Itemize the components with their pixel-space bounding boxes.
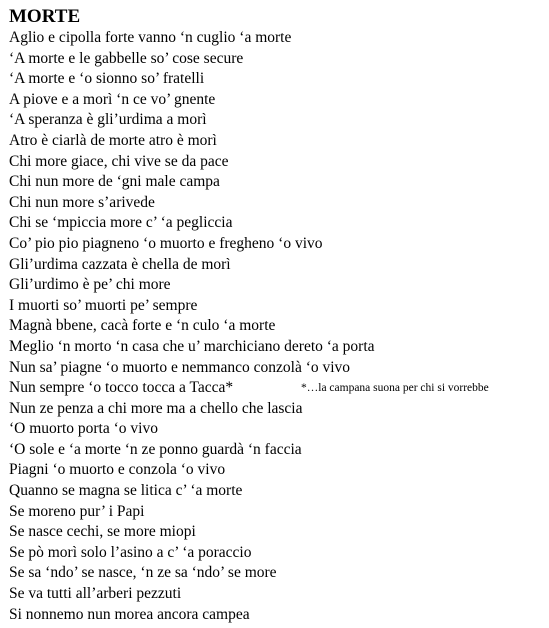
proverb-line: Aglio e cipolla forte vanno ‘n cuglio ‘a morte xyxy=(9,29,292,46)
proverb-line: ‘A speranza è gli’urdima a morì xyxy=(9,111,207,129)
proverb-line: Nun sa’ piagne ‘o muorto e nemmanco conzolà ‘o vivo xyxy=(9,358,351,376)
proverb-line: Co’ pio pio piagneno ‘o muorto e fregheno ‘o vivo xyxy=(9,234,323,252)
proverb-line: Se nasce cechi, se more miopi xyxy=(9,523,196,541)
document xyxy=(9,6,549,625)
proverb-line: ‘A morte e le gabbelle so’ cose secure xyxy=(9,49,244,67)
proverb-line: A piove e a morì ‘n ce vo’ gnente xyxy=(9,90,216,108)
proverb-text: Nun sempre ‘o tocco tocca a Tacca* xyxy=(9,379,234,397)
proverb-line: Meglio ‘n morto ‘n casa che u’ marchiciano dereto ‘a porta xyxy=(9,337,375,355)
proverb-line: Se moreno pur’ i Papi xyxy=(9,502,145,520)
proverb-line: ‘A morte e ‘o sionno so’ fratelli xyxy=(9,70,205,88)
proverb-line: ‘O sole e ‘a morte ‘n ze ponno guardà ‘n faccia xyxy=(9,440,302,458)
proverb-line: Chi nun more de ‘gni male campa xyxy=(9,173,220,191)
proverb-line: Nun ze penza a chi more ma a chello che lascia xyxy=(9,399,303,417)
proverb-line: Gli’urdima cazzata è chella de morì xyxy=(9,255,231,273)
proverb-line: Se pò morì solo l’asino a c’ ‘a poraccio xyxy=(9,543,252,561)
proverb-line: I muorti so’ muorti pe’ sempre xyxy=(9,296,198,314)
document-title: MORTE xyxy=(9,6,81,27)
proverb-line: Piagni ‘o muorto e conzola ‘o vivo xyxy=(9,461,226,479)
proverb-list xyxy=(9,28,549,625)
proverb-line-with-footnote xyxy=(9,378,549,399)
proverb-line: Atro è ciarlà de morte atro è morì xyxy=(9,131,217,149)
proverb-line: ‘O muorto porta ‘o vivo xyxy=(9,420,158,438)
proverb-line: Se va tutti all’arberi pezzuti xyxy=(9,585,182,603)
footnote: *…la campana suona per chi si vorrebbe xyxy=(301,382,489,395)
proverb-line: Se sa ‘ndo’ se nasce, ‘n ze sa ‘ndo’ se more xyxy=(9,564,277,582)
proverb-line: Chi nun more s’arivede xyxy=(9,193,155,211)
proverb-line: Quanno se magna se litica c’ ‘a morte xyxy=(9,482,243,500)
proverb-line: Gli’urdimo è pe’ chi more xyxy=(9,276,171,294)
proverb-line: Chi more giace, chi vive se da pace xyxy=(9,152,229,170)
proverb-line: Magnà bbene, cacà forte e ‘n culo ‘a morte xyxy=(9,317,276,335)
proverb-line: Si nonnemo nun morea ancora campea xyxy=(9,605,250,623)
proverb-line: Chi se ‘mpiccia more c’ ‘a pegliccia xyxy=(9,214,233,232)
